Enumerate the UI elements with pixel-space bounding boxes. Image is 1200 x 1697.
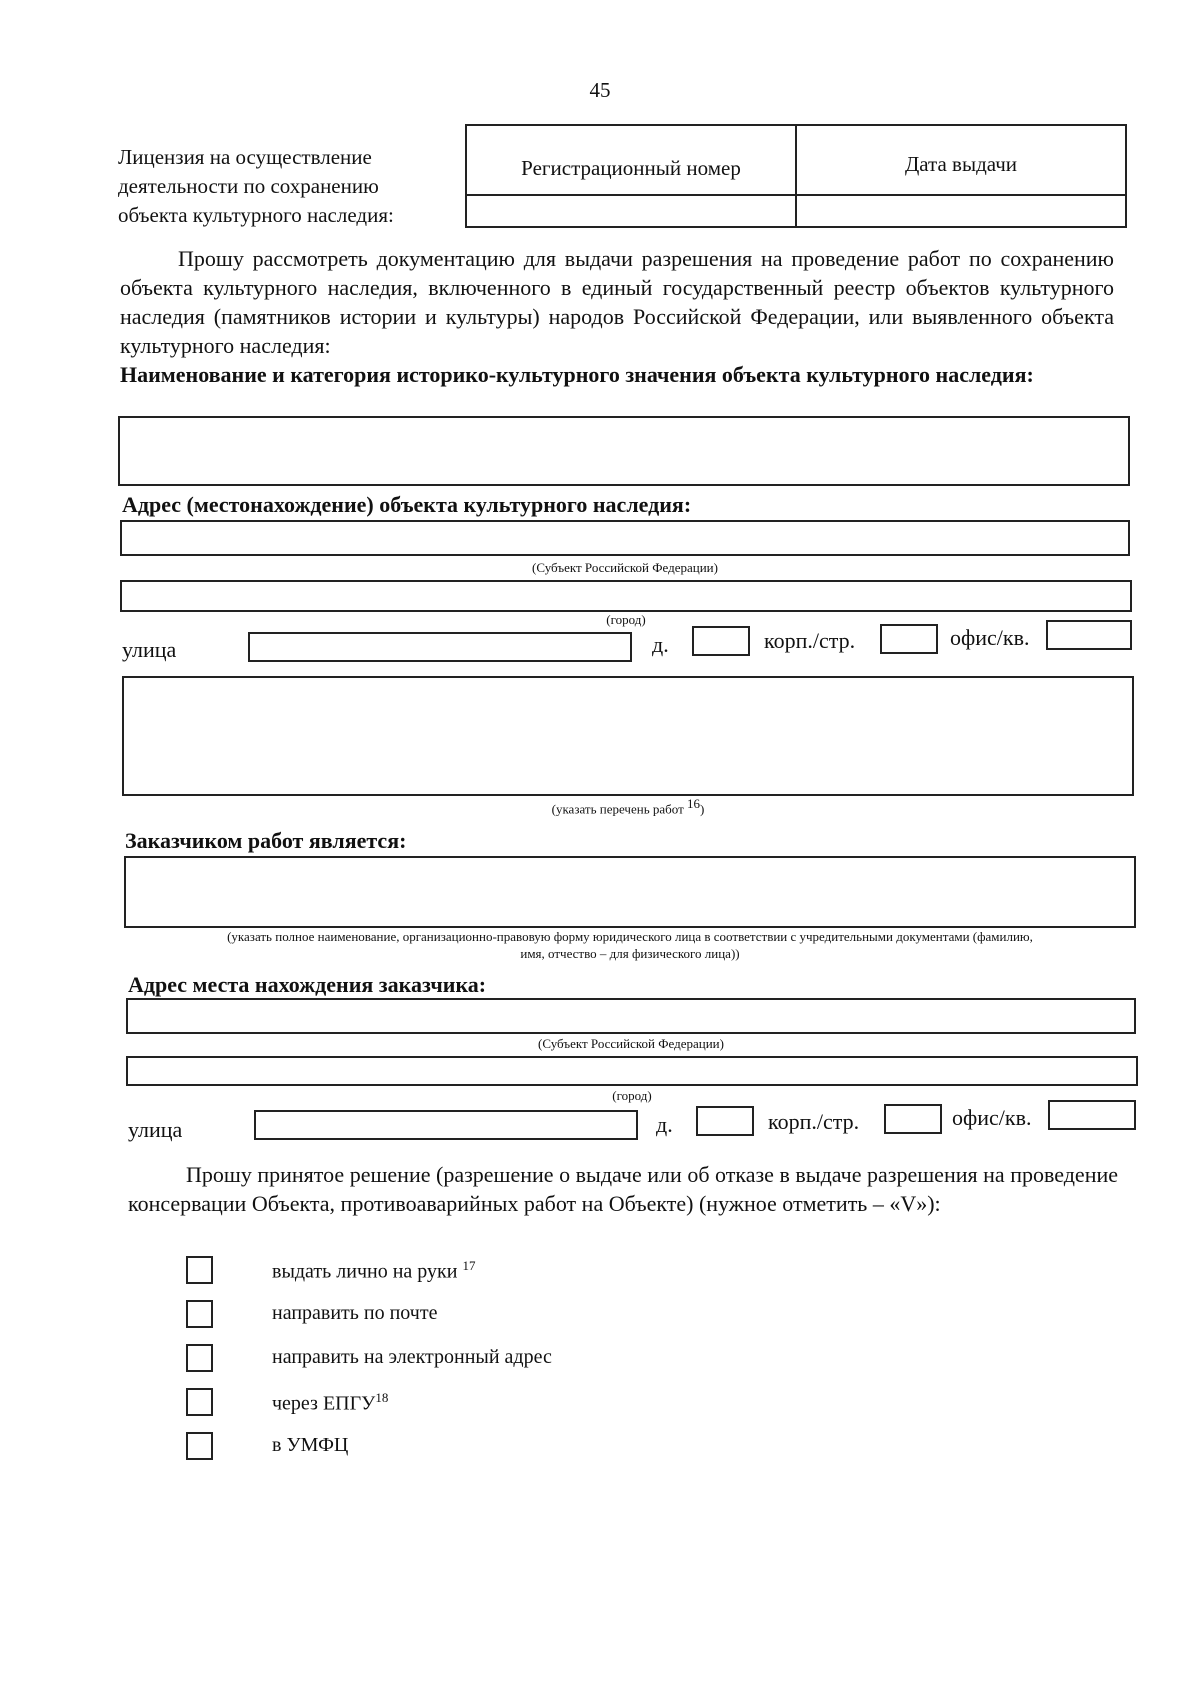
customer-office-label: офис/кв. [952, 1105, 1032, 1130]
delivery-option-epgu [272, 1390, 388, 1416]
object-office-label: офис/кв. [950, 625, 1030, 650]
customer-caption-line1: (указать полное наименование, организационно-правовую форму юридического лица в соответствии с учредительными документами (фамилию, [227, 929, 1033, 944]
customer-caption-line2: имя, отчество – для физического лица)) [520, 946, 740, 961]
delivery-option-email [272, 1346, 552, 1369]
delivery-option-footnote: 17 [462, 1258, 476, 1273]
object-city-field[interactable] [120, 580, 1132, 612]
object-name-field[interactable] [118, 416, 1130, 486]
intro-paragraph: Прошу рассмотреть документацию для выдачи разрешения на проведение работ по сохранению объекта культурного наследия, включенного в единый государственный реестр объектов культурного наследия (памятников истории и культуры) народов Российской Федерации, или выявленного объекта культурного наследия: [120, 246, 1114, 358]
object-name-heading: Наименование и категория историко-культурного значения объекта культурного наследия: [120, 362, 1034, 387]
reg-number-field[interactable] [467, 194, 797, 226]
object-address-heading: Адрес (местонахождение) объекта культурного наследия: [122, 492, 692, 517]
customer-field[interactable] [124, 856, 1136, 928]
object-subject-field[interactable] [120, 520, 1130, 556]
delivery-option-label: через ЕПГУ [272, 1392, 376, 1415]
delivery-option-footnote: 18 [375, 1390, 389, 1405]
customer-house-field[interactable] [696, 1106, 754, 1136]
object-city-caption: (город) [606, 612, 646, 627]
customer-building-label: корп./стр. [768, 1109, 860, 1134]
works-caption-end: ) [700, 801, 705, 817]
customer-street-field[interactable] [254, 1110, 638, 1140]
issue-date-field[interactable] [797, 194, 1125, 226]
object-street-label: улица [122, 637, 177, 662]
delivery-option-personal [272, 1258, 475, 1284]
customer-heading: Заказчиком работ является: [125, 828, 407, 853]
delivery-option-label: в УМФЦ [272, 1434, 349, 1456]
object-subject-caption: (Субъект Российской Федерации) [532, 560, 718, 575]
customer-city-field[interactable] [126, 1056, 1138, 1086]
customer-street-label: улица [128, 1117, 183, 1142]
works-footnote: 16 [687, 796, 701, 811]
customer-city-caption: (город) [612, 1088, 652, 1103]
delivery-option-checkbox-epgu[interactable] [186, 1388, 213, 1416]
page-number: 45 [589, 78, 611, 102]
issue-date-header: Дата выдачи [797, 126, 1125, 196]
object-office-field[interactable] [1046, 620, 1132, 650]
delivery-option-label: направить на электронный адрес [272, 1346, 552, 1368]
works-list-field[interactable] [122, 676, 1134, 796]
delivery-option-checkbox-personal[interactable] [186, 1256, 213, 1284]
object-building-label: корп./стр. [764, 628, 856, 653]
delivery-option-label: направить по почте [272, 1302, 438, 1324]
delivery-option-post [272, 1302, 437, 1325]
customer-address-heading: Адрес места нахождения заказчика: [128, 972, 487, 997]
works-caption [122, 796, 1134, 817]
customer-house-label: д. [656, 1112, 673, 1137]
customer-building-field[interactable] [884, 1104, 942, 1134]
object-street-field[interactable] [248, 632, 632, 662]
customer-subject-field[interactable] [126, 998, 1136, 1034]
object-house-field[interactable] [692, 626, 750, 656]
object-building-field[interactable] [880, 624, 938, 654]
license-table [465, 124, 1127, 228]
object-house-label: д. [652, 632, 669, 657]
delivery-option-checkbox-umfc[interactable] [186, 1432, 213, 1460]
delivery-option-checkbox-post[interactable] [186, 1300, 213, 1328]
works-caption-text: (указать перечень работ [551, 801, 684, 817]
customer-subject-caption: (Субъект Российской Федерации) [538, 1036, 724, 1051]
customer-caption [124, 928, 1136, 962]
decision-paragraph: Прошу принятое решение (разрешение о выдаче или об отказе в выдаче разрешения на проведение консервации Объекта, противоаварийных работ на Объекте) (нужное отметить – «V»): [128, 1162, 1118, 1216]
reg-number-header: Регистрационный номер [467, 126, 797, 196]
license-label: Лицензия на осуществление деятельности по сохранению объекта культурного наследия: [118, 145, 394, 227]
delivery-option-label: выдать лично на руки [272, 1260, 458, 1283]
delivery-option-umfc [272, 1434, 348, 1457]
customer-office-field[interactable] [1048, 1100, 1136, 1130]
delivery-option-checkbox-email[interactable] [186, 1344, 213, 1372]
